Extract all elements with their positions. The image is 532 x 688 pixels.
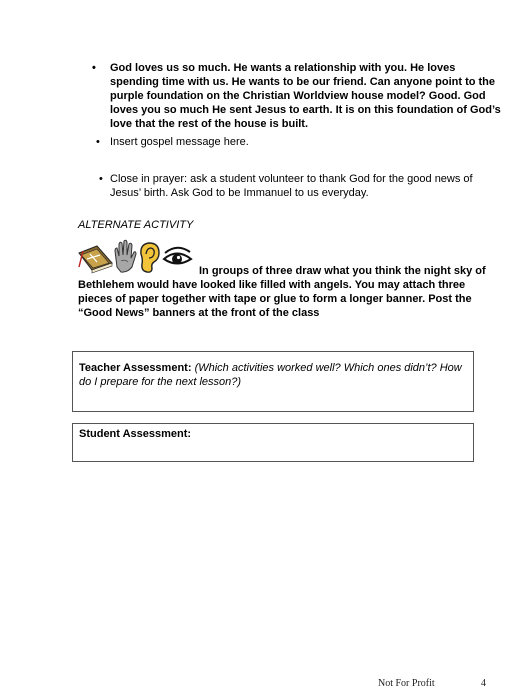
teacher-assessment-label: Teacher Assessment: xyxy=(79,362,192,374)
footer-text: Not For Profit xyxy=(378,678,435,688)
bullet-text: God loves us so much. He wants a relationship with you. He loves spending time with us. He wants to be our friend. Can anyone point to the purple foundation on the Christian Worldview house model? Good. God loves you so much He sent Jesus to earth. It is on this foundation of God’s love that the rest of the house is built. xyxy=(110,62,501,130)
teacher-assessment-box[interactable] xyxy=(72,351,474,412)
alternate-activity-heading: ALTERNATE ACTIVITY xyxy=(78,219,194,231)
bullet-marker: • xyxy=(92,62,96,74)
bullet-text: Insert gospel message here. xyxy=(110,136,249,148)
bullet-text: Close in prayer: ask a student volunteer to thank God for the good news of Jesus’ birth. Ask God to be Immanuel to us everyday. xyxy=(110,173,473,199)
student-assessment-box[interactable] xyxy=(72,423,474,462)
eye-icon xyxy=(164,248,191,264)
alternate-activity-text: In groups of three draw what you think the night sky of Bethlehem would have looked like filled with angels. You may attach three pieces of paper together with tape or glue to form a longer banner. Post the “Good News” banners at the front of the class xyxy=(78,265,486,319)
page-number: 4 xyxy=(481,678,486,688)
teacher-assessment-prompt: (Which activities worked well? Which ones didn’t? How do I prepare for the next lesson?) xyxy=(79,362,462,388)
bullet-marker: • xyxy=(96,136,100,148)
bullet-marker: • xyxy=(99,173,103,185)
student-assessment-label: Student Assessment: xyxy=(79,428,192,440)
page-footer xyxy=(378,678,498,688)
